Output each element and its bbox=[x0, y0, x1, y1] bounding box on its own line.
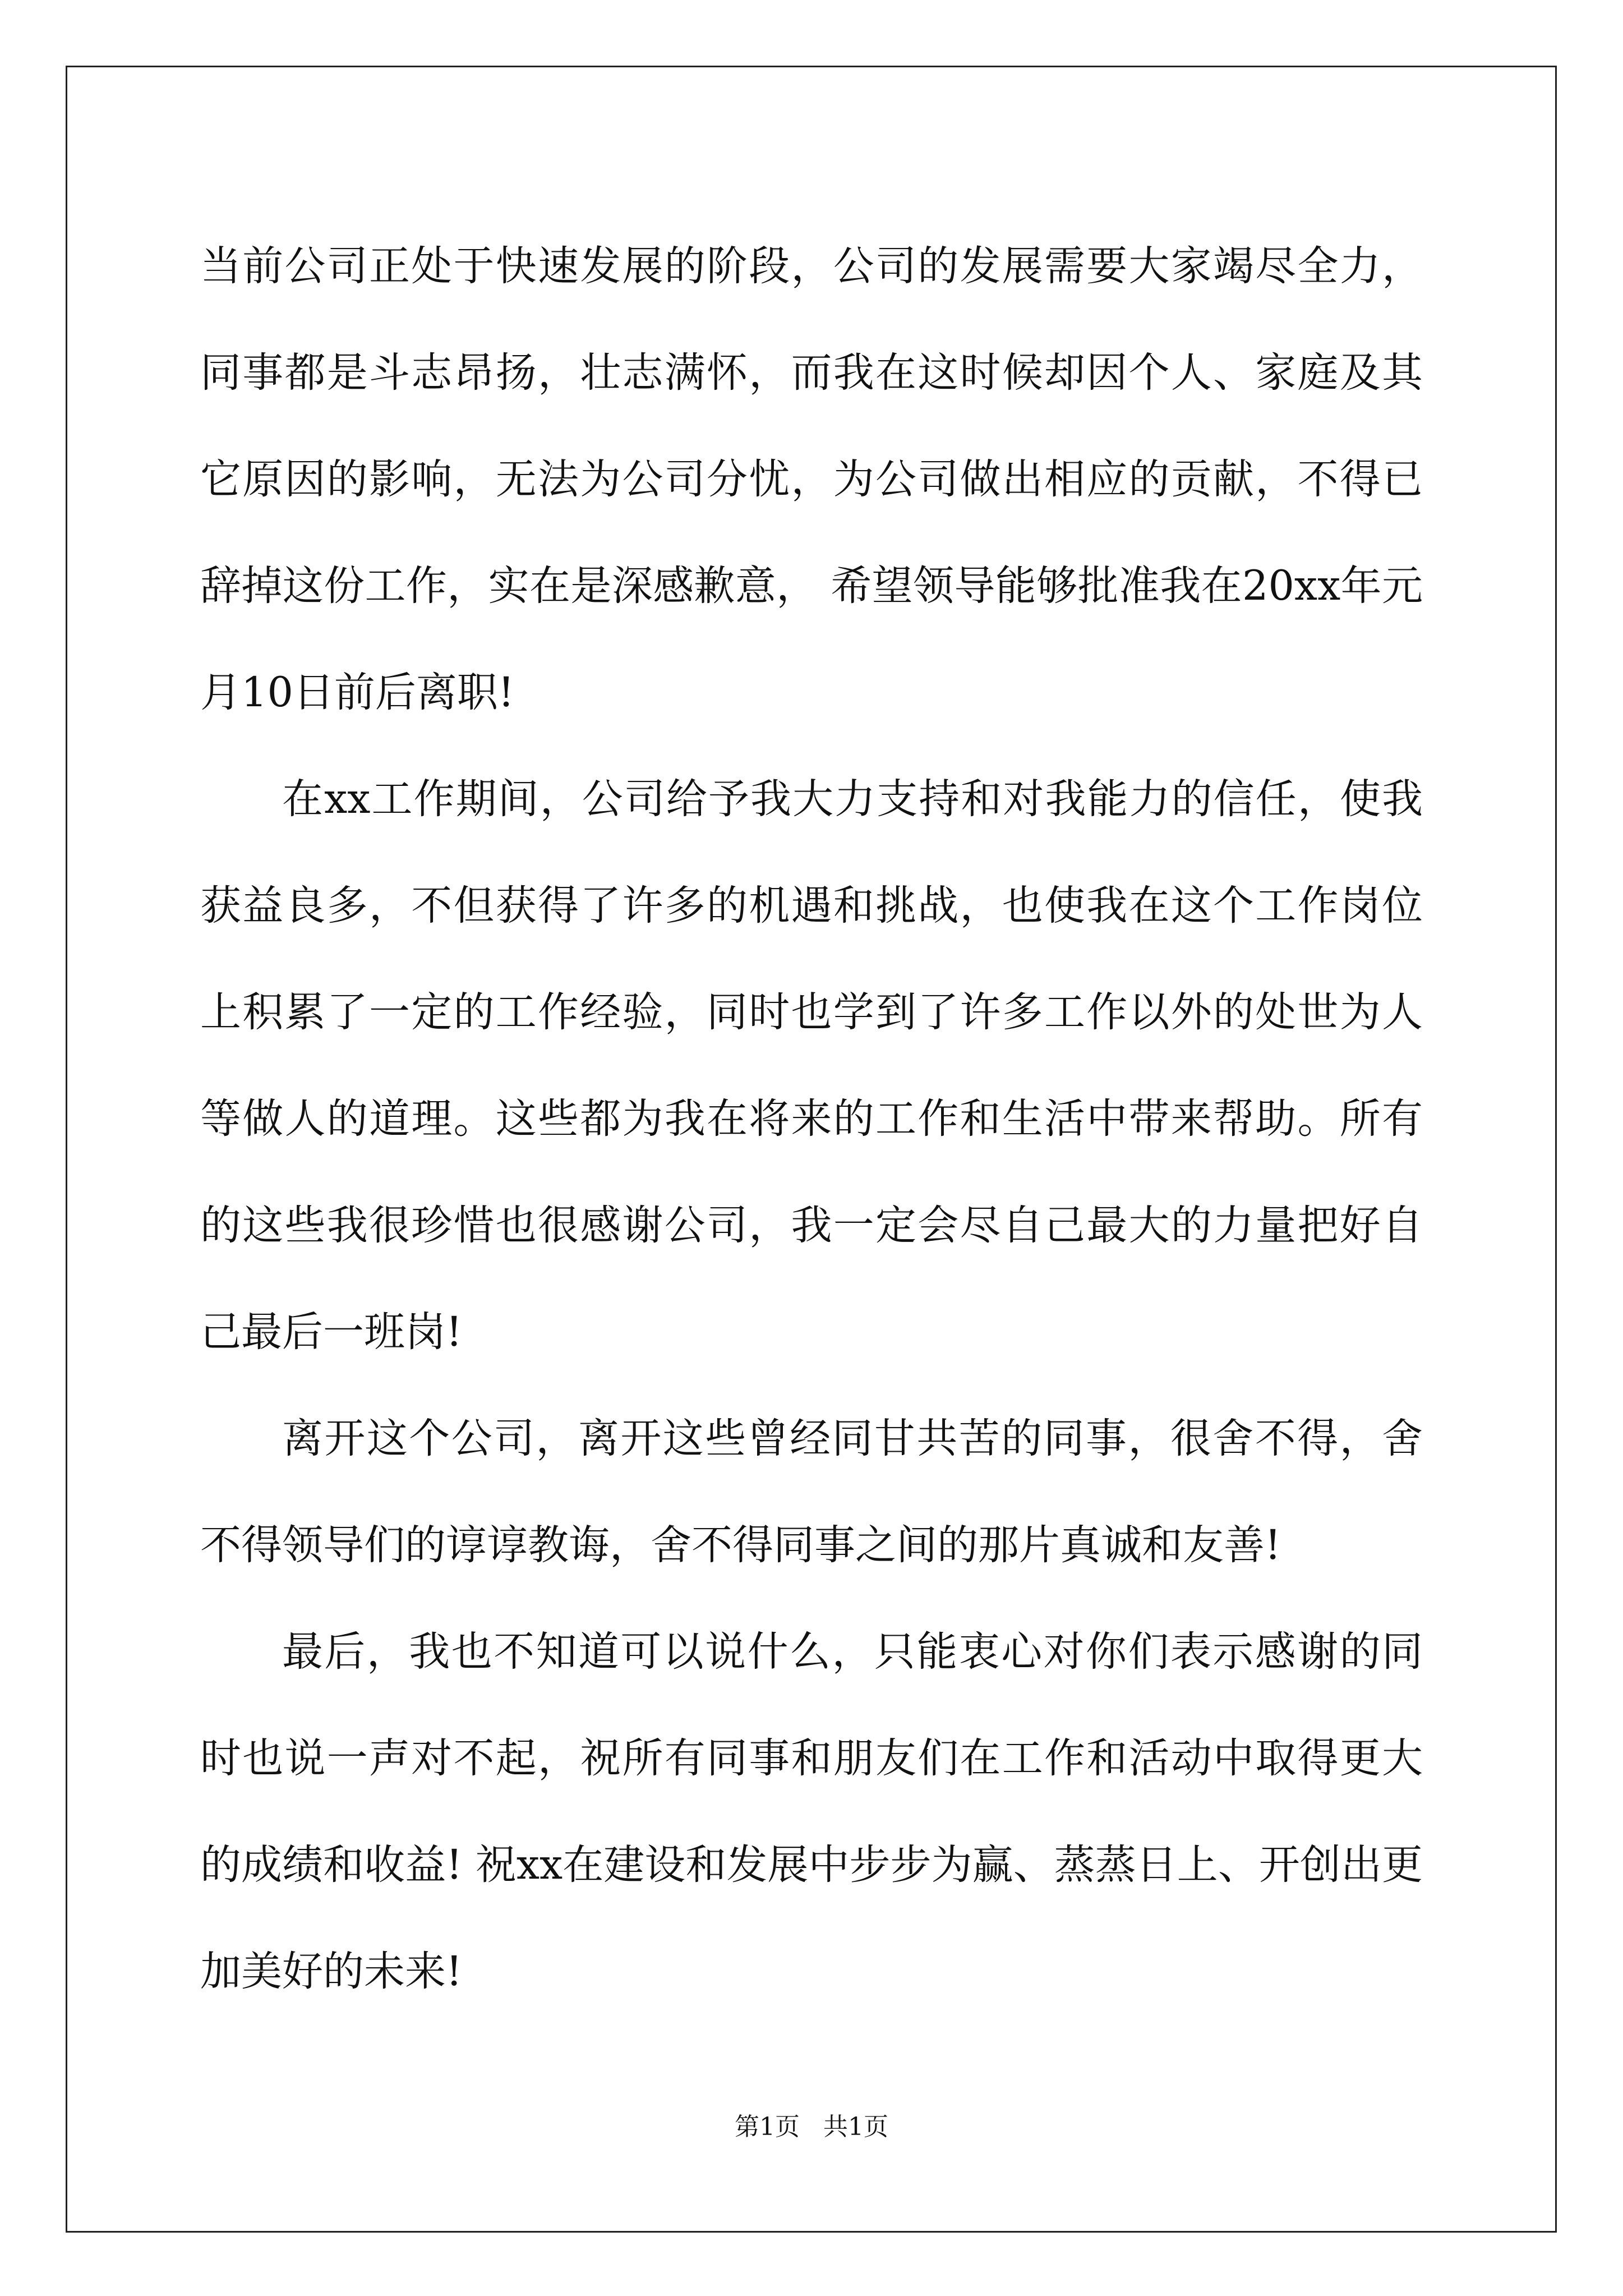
paragraph-1: 当前公司正处于快速发展的阶段，公司的发展需要大家竭尽全力，同事都是斗志昂扬，壮志满怀，而我在这时候却因个人、家庭及其它原因的影响，无法为公司分忧，为公司做出相应的贡献，不得已辞掉这份工作，实在是深感歉意， 希望领导能够批准我在20xx年元月10日前后离职! bbox=[200, 242, 1423, 716]
document-body bbox=[200, 213, 1423, 2025]
paragraph-3: 离开这个公司，离开这些曾经同甘共苦的同事，很舍不得，舍不得领导们的谆谆教诲，舍不得同事之间的那片真诚和友善! bbox=[200, 1415, 1423, 1569]
paragraph-4: 最后，我也不知道可以说什么，只能衷心对你们表示感谢的同时也说一声对不起，祝所有同事和朋友们在工作和活动中取得更大的成绩和收益! 祝xx在建设和发展中步步为赢、蒸蒸日上、开创出更加美好的未来! bbox=[200, 1628, 1423, 1995]
paragraph-2: 在xx工作期间，公司给予我大力支持和对我能力的信任，使我获益良多，不但获得了许多的机遇和挑战，也使我在这个工作岗位上积累了一定的工作经验，同时也学到了许多工作以外的处世为人等做人的道理。这些都为我在将来的工作和生活中带来帮助。所有的这些我很珍惜也很感谢公司，我一定会尽自己最大的力量把好自己最后一班岗! bbox=[200, 775, 1423, 1356]
page-footer: 第1页 共1页 bbox=[735, 2113, 888, 2141]
